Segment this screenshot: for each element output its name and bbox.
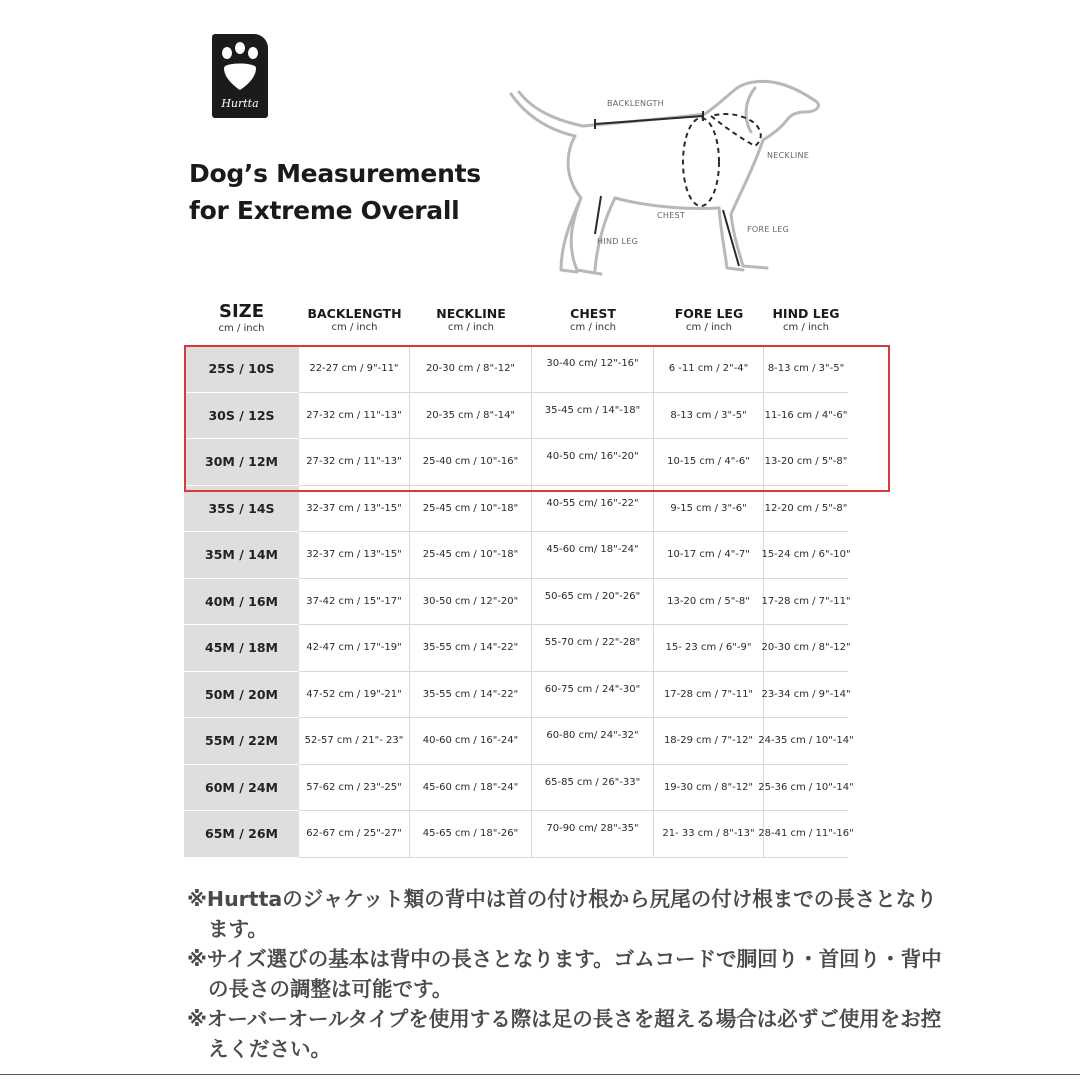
chest-cell: 30-40 cm/ 12"-16" [532, 346, 654, 393]
chest-cell: 65-85 cm / 26"-33" [532, 765, 654, 812]
backlength-cell: 37-42 cm / 15"-17" [299, 579, 410, 626]
hind-leg-cell: 23-34 cm / 9"-14" [764, 672, 848, 719]
backlength-cell: 42-47 cm / 17"-19" [299, 625, 410, 672]
neckline-cell: 35-55 cm / 14"-22" [410, 672, 532, 719]
chest-cell: 55-70 cm / 22"-28" [532, 625, 654, 672]
backlength-cell: 32-37 cm / 13"-15" [299, 486, 410, 533]
dog-measurement-diagram [505, 74, 835, 289]
label-neckline: NECKLINE [767, 151, 810, 160]
hind-leg-cell: 11-16 cm / 4"-6" [764, 393, 848, 440]
chest-cell: 70-90 cm/ 28"-35" [532, 811, 654, 858]
size-cell: 60M / 24M [184, 765, 299, 812]
backlength-cell: 57-62 cm / 23"-25" [299, 765, 410, 812]
size-cell: 45M / 18M [184, 625, 299, 672]
size-cell: 40M / 16M [184, 579, 299, 626]
fore-leg-cell: 13-20 cm / 5"-8" [654, 579, 764, 626]
hind-leg-cell: 17-28 cm / 7"-11" [764, 579, 848, 626]
hind-leg-cell: 12-20 cm / 5"-8" [764, 486, 848, 533]
size-cell: 25S / 10S [184, 346, 299, 393]
fore-leg-cell: 19-30 cm / 8"-12" [654, 765, 764, 812]
label-fore-leg: FORE LEG [747, 225, 790, 234]
fore-leg-cell: 10-15 cm / 4"-6" [654, 439, 764, 486]
size-cell: 50M / 20M [184, 672, 299, 719]
chest-cell: 50-65 cm / 20"-26" [532, 579, 654, 626]
backlength-cell: 22-27 cm / 9"-11" [299, 346, 410, 393]
chest-cell: 35-45 cm / 14"-18" [532, 393, 654, 440]
label-hind-leg: HIND LEG [597, 237, 639, 246]
hind-leg-cell: 28-41 cm / 11"-16" [764, 811, 848, 858]
label-chest: CHEST [657, 211, 686, 220]
neckline-cell: 20-35 cm / 8"-14" [410, 393, 532, 440]
column-header-chest: CHEST cm / inch [570, 306, 616, 333]
size-table [184, 300, 854, 858]
hind-leg-cell: 25-36 cm / 10"-14" [764, 765, 848, 812]
neckline-cell: 25-40 cm / 10"-16" [410, 439, 532, 486]
paw-icon [212, 38, 268, 98]
backlength-cell: 32-37 cm / 13"-15" [299, 532, 410, 579]
backlength-cell: 52-57 cm / 21"- 23" [299, 718, 410, 765]
note-backlength-definition: ※Hurttaのジャケット類の背中は首の付け根から尻尾の付け根までの長さとなります。 [187, 887, 937, 941]
title-line-2: for Extreme Overall [189, 196, 460, 225]
hind-leg-cell: 24-35 cm / 10"-14" [764, 718, 848, 765]
fore-leg-cell: 21- 33 cm / 8"-13" [654, 811, 764, 858]
size-cell: 65M / 26M [184, 811, 299, 858]
column-header-fore-leg: FORE LEG cm / inch [674, 306, 744, 333]
neckline-cell: 25-45 cm / 10"-18" [410, 486, 532, 533]
backlength-cell: 27-32 cm / 11"-13" [299, 439, 410, 486]
fore-leg-cell: 17-28 cm / 7"-11" [654, 672, 764, 719]
chest-cell: 40-50 cm/ 16"-20" [532, 439, 654, 486]
chest-cell: 40-55 cm/ 16"-22" [532, 486, 654, 533]
label-backlength: BACKLENGTH [607, 99, 664, 108]
chest-cell: 60-80 cm/ 24"-32" [532, 718, 654, 765]
note-leg-length-warning: ※オーバーオールタイプを使用する際は足の長さを超える場合は必ずご使用をお控えください。 [187, 1007, 942, 1061]
column-header-size: SIZE cm / inch [218, 301, 265, 334]
column-header-backlength: BACKLENGTH cm / inch [307, 306, 402, 333]
neckline-cell: 40-60 cm / 16"-24" [410, 718, 532, 765]
notes [187, 884, 947, 1064]
neckline-cell: 25-45 cm / 10"-18" [410, 532, 532, 579]
fore-leg-cell: 9-15 cm / 3"-6" [654, 486, 764, 533]
fore-leg-cell: 15- 23 cm / 6"-9" [654, 625, 764, 672]
hind-leg-cell: 13-20 cm / 5"-8" [764, 439, 848, 486]
hind-leg-cell: 20-30 cm / 8"-12" [764, 625, 848, 672]
neckline-cell: 30-50 cm / 12"-20" [410, 579, 532, 626]
hind-leg-cell: 8-13 cm / 3"-5" [764, 346, 848, 393]
fore-leg-cell: 18-29 cm / 7"-12" [654, 718, 764, 765]
backlength-cell: 47-52 cm / 19"-21" [299, 672, 410, 719]
size-cell: 35S / 14S [184, 486, 299, 533]
chest-cell: 45-60 cm/ 18"-24" [532, 532, 654, 579]
neckline-cell: 45-60 cm / 18"-24" [410, 765, 532, 812]
title-line-1: Dog’s Measurements [189, 159, 481, 188]
hind-leg-cell: 15-24 cm / 6"-10" [764, 532, 848, 579]
size-cell: 30M / 12M [184, 439, 299, 486]
bottom-divider [0, 1074, 1080, 1075]
page-title [189, 155, 481, 229]
logo-text: Hurtta [221, 97, 259, 110]
size-cell: 30S / 12S [184, 393, 299, 440]
fore-leg-cell: 6 -11 cm / 2"-4" [654, 346, 764, 393]
size-cell: 55M / 22M [184, 718, 299, 765]
neckline-cell: 35-55 cm / 14"-22" [410, 625, 532, 672]
backlength-cell: 27-32 cm / 11"-13" [299, 393, 410, 440]
neckline-cell: 45-65 cm / 18"-26" [410, 811, 532, 858]
chest-cell: 60-75 cm / 24"-30" [532, 672, 654, 719]
column-header-hind-leg: HIND LEG cm / inch [772, 306, 840, 333]
size-cell: 35M / 14M [184, 532, 299, 579]
backlength-cell: 62-67 cm / 25"-27" [299, 811, 410, 858]
column-header-neckline: NECKLINE cm / inch [436, 306, 506, 333]
neckline-cell: 20-30 cm / 8"-12" [410, 346, 532, 393]
note-size-selection: ※サイズ選びの基本は背中の長さとなります。ゴムコードで胴回り・首回り・背中の長さの調整は可能です。 [187, 947, 942, 1001]
hurtta-logo [212, 34, 268, 118]
fore-leg-cell: 10-17 cm / 4"-7" [654, 532, 764, 579]
fore-leg-cell: 8-13 cm / 3"-5" [654, 393, 764, 440]
